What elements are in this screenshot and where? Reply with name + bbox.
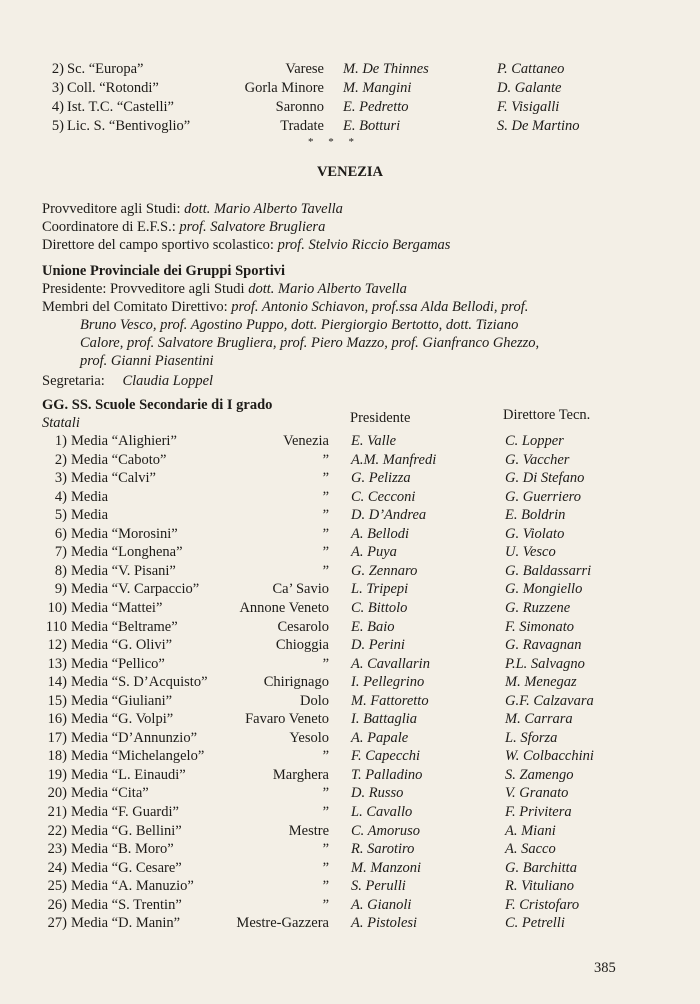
table-row: [0, 60, 700, 78]
president-name: C. Amoruso: [351, 822, 421, 839]
director-name: A. Miani: [505, 822, 556, 839]
school-name: Media: [71, 507, 109, 524]
president-name: S. Perulli: [351, 878, 406, 895]
table-row: [0, 655, 700, 673]
row-number: 3): [54, 470, 67, 487]
city-name: ”: [322, 841, 329, 858]
table-row: [0, 692, 700, 710]
city-name: ”: [322, 451, 329, 468]
union-heading: Unione Provinciale dei Gruppi Sportivi: [42, 263, 286, 279]
table-row: [0, 469, 700, 487]
president-name: R. Sarotiro: [351, 841, 415, 858]
secretary-name: Claudia Loppel: [122, 373, 214, 389]
column-header-president: Presidente: [350, 410, 411, 426]
table-row: [0, 803, 700, 821]
director-name: G. Mongiello: [505, 581, 583, 598]
president-name: A. Puya: [351, 544, 397, 561]
director-name: G. Baldassarri: [505, 562, 592, 579]
president-name: D. Perini: [351, 637, 405, 654]
groups-subheading: Statali: [42, 415, 80, 431]
row-number: 21): [47, 804, 67, 820]
city-name: Mestre-Gazzera: [236, 915, 329, 932]
official-provveditore: [42, 200, 343, 218]
union-president-name: dott. Mario Alberto Tavella: [248, 281, 407, 297]
row-number: 22): [47, 822, 67, 839]
city-name: ”: [322, 878, 329, 895]
director-name: M. Menegaz: [505, 674, 577, 691]
row-number: 5): [54, 507, 67, 524]
city-name: Venezia: [283, 433, 329, 449]
row-number: 110: [45, 618, 67, 635]
union-secretary: [42, 372, 213, 390]
city-name: Cesarolo: [277, 618, 329, 635]
president-name: I. Battaglia: [351, 711, 418, 728]
city-name: ”: [322, 785, 329, 802]
director-name: L. Sforza: [505, 729, 558, 746]
city-name: ”: [322, 525, 329, 542]
school-name: Media “G. Cesare”: [71, 859, 182, 876]
president-name: G. Zennaro: [351, 562, 418, 579]
union-members-label: Membri del Comitato Direttivo:: [42, 299, 228, 315]
director-name: A. Sacco: [505, 841, 556, 858]
official-label: Direttore del campo sportivo scolastico:: [42, 237, 274, 253]
director-name: R. Vituliano: [505, 878, 575, 895]
director-name: F. Visigalli: [497, 99, 560, 115]
director-name: D. Galante: [497, 80, 562, 96]
page-number: 385: [594, 960, 616, 976]
table-row: [0, 451, 700, 469]
city-name: Annone Veneto: [239, 599, 329, 616]
city-name: Gorla Minore: [244, 80, 324, 96]
president-name: T. Palladino: [351, 766, 423, 783]
director-name: P.L. Salvagno: [505, 655, 585, 672]
table-row: [0, 580, 700, 598]
school-name: Media “Calvi”: [71, 470, 156, 487]
director-name: C. Petrelli: [505, 915, 565, 932]
school-name: Lic. S. “Bentivoglio”: [67, 118, 191, 134]
director-name: G. Di Stefano: [505, 470, 585, 487]
table-row: [0, 859, 700, 877]
director-name: C. Lopper: [505, 433, 564, 449]
president-name: A. Papale: [351, 729, 409, 746]
president-name: L. Tripepi: [351, 581, 409, 598]
city-name: ”: [322, 488, 329, 505]
section-title: VENEZIA: [316, 164, 384, 180]
official-name: prof. Salvatore Brugliera: [179, 219, 326, 235]
table-row: [0, 914, 700, 932]
president-name: A.M. Manfredi: [351, 451, 437, 468]
president-name: C. Bittolo: [351, 599, 408, 616]
row-number: 15): [47, 692, 67, 709]
row-number: 17): [47, 729, 67, 746]
director-name: G. Violato: [505, 525, 565, 542]
city-name: ”: [322, 748, 329, 765]
director-name: G. Vaccher: [505, 451, 570, 468]
president-name: D. D’Andrea: [351, 507, 427, 524]
official-direttore: [42, 236, 450, 254]
city-name: ”: [322, 507, 329, 524]
official-label: Provveditore agli Studi:: [42, 201, 181, 217]
president-name: M. Fattoretto: [351, 692, 429, 709]
school-name: Sc. “Europa”: [67, 61, 144, 77]
row-number: 3): [51, 80, 64, 96]
school-name: Media “G. Olivi”: [71, 637, 173, 654]
row-number: 8): [54, 562, 67, 579]
president-name: M. De Thinnes: [343, 61, 429, 77]
director-name: G. Ruzzene: [505, 599, 571, 616]
row-number: 7): [54, 544, 67, 561]
school-name: Ist. T.C. “Castelli”: [67, 99, 174, 115]
city-name: ”: [322, 896, 329, 913]
union-president-label: Presidente: Provveditore agli Studi: [42, 281, 245, 297]
school-name: Media “B. Moro”: [71, 841, 174, 858]
school-name: Media “Cita”: [71, 785, 149, 802]
director-name: U. Vesco: [505, 544, 556, 561]
city-name: Tradate: [280, 118, 324, 134]
table-row: [0, 618, 700, 636]
president-name: E. Baio: [351, 618, 395, 635]
president-name: D. Russo: [351, 785, 404, 802]
union-president: [42, 280, 407, 298]
table-row: [0, 562, 700, 580]
union-members-line: prof. Antonio Schiavon, prof.ssa Alda Bellodi, prof.: [231, 299, 529, 315]
president-name: I. Pellegrino: [351, 674, 425, 691]
table-row: [0, 729, 700, 747]
table-row: [0, 877, 700, 895]
director-name: G.F. Calzavara: [505, 692, 594, 709]
row-number: 10): [47, 599, 67, 616]
president-name: M. Mangini: [343, 80, 412, 96]
school-name: Media “S. Trentin”: [71, 896, 182, 913]
city-name: ”: [322, 859, 329, 876]
table-row: [0, 822, 700, 840]
school-name: Media “Caboto”: [71, 451, 167, 468]
table-row: [0, 506, 700, 524]
president-name: M. Manzoni: [351, 859, 422, 876]
school-name: Media “Mattei”: [71, 599, 163, 616]
school-name: Media “S. D’Acquisto”: [71, 674, 208, 691]
president-name: F. Capecchi: [351, 748, 420, 765]
city-name: Chirignago: [263, 674, 329, 691]
table-row: [0, 896, 700, 914]
row-number: 24): [47, 859, 67, 876]
school-name: Media “A. Manuzio”: [71, 878, 194, 895]
union-members-line: prof. Gianni Piasentini: [80, 353, 214, 369]
director-name: W. Colbacchini: [505, 748, 594, 765]
table-row: [0, 599, 700, 617]
row-number: 4): [54, 488, 67, 505]
official-label: Coordinatore di E.F.S.:: [42, 219, 176, 235]
city-name: Marghera: [272, 766, 329, 783]
secretary-label: Segretaria:: [42, 373, 105, 389]
row-number: 4): [51, 99, 64, 115]
official-coordinatore: [42, 218, 325, 236]
table-row: [0, 117, 700, 135]
director-name: G. Ravagnan: [505, 637, 582, 654]
row-number: 1): [54, 433, 67, 449]
table-row: [0, 98, 700, 116]
row-number: 27): [47, 915, 67, 932]
director-name: S. Zamengo: [505, 766, 574, 783]
school-name: Coll. “Rotondi”: [67, 80, 159, 96]
president-name: A. Bellodi: [351, 525, 409, 542]
city-name: Saronno: [275, 99, 324, 115]
table-row: [0, 525, 700, 543]
union-members-line: Calore, prof. Salvatore Brugliera, prof. Piero Mazzo, prof. Gianfranco Ghezzo,: [80, 335, 540, 351]
school-name: Media “G. Volpi”: [71, 711, 174, 728]
row-number: 6): [54, 525, 67, 542]
table-row: [0, 673, 700, 691]
city-name: ”: [322, 544, 329, 561]
row-number: 5): [51, 118, 64, 134]
director-name: P. Cattaneo: [497, 61, 565, 77]
school-name: Media “F. Guardi”: [71, 804, 179, 820]
school-name: Media “V. Pisani”: [71, 562, 176, 579]
table-row: [0, 710, 700, 728]
president-name: E. Valle: [351, 433, 397, 449]
director-name: F. Simonato: [505, 618, 575, 635]
city-name: ”: [322, 470, 329, 487]
row-number: 25): [47, 878, 67, 895]
school-name: Media “G. Bellini”: [71, 822, 182, 839]
table-row: [0, 747, 700, 765]
city-name: Favaro Veneto: [245, 711, 329, 728]
president-name: E. Botturi: [343, 118, 401, 134]
row-number: 2): [54, 451, 67, 468]
row-number: 2): [51, 61, 64, 77]
president-name: A. Pistolesi: [351, 915, 418, 932]
school-name: Media “Longhena”: [71, 544, 183, 561]
column-header-director: Direttore Tecn.: [503, 407, 591, 423]
table-row: [0, 432, 700, 450]
president-name: G. Pelizza: [351, 470, 411, 487]
table-row: [0, 79, 700, 97]
table-row: [0, 784, 700, 802]
row-number: 23): [47, 841, 67, 858]
city-name: Ca’ Savio: [272, 581, 329, 598]
table-row: [0, 636, 700, 654]
school-name: Media “Giuliani”: [71, 692, 173, 709]
director-name: M. Carrara: [505, 711, 573, 728]
director-name: V. Granato: [505, 785, 569, 802]
city-name: ”: [322, 562, 329, 579]
city-name: Chioggia: [275, 637, 329, 654]
director-name: E. Boldrin: [505, 507, 566, 524]
city-name: Yesolo: [289, 729, 329, 746]
school-name: Media “Morosini”: [71, 525, 178, 542]
row-number: 26): [47, 896, 67, 913]
school-name: Media “Beltrame”: [71, 618, 178, 635]
school-name: Media “D. Manin”: [71, 915, 181, 932]
president-name: A. Cavallarin: [351, 655, 430, 672]
row-number: 20): [47, 785, 67, 802]
school-name: Media “Pellico”: [71, 655, 165, 672]
school-name: Media “L. Einaudi”: [71, 766, 186, 783]
table-row: [0, 543, 700, 561]
row-number: 19): [47, 766, 67, 783]
city-name: ”: [322, 804, 329, 820]
school-name: Media “Michelangelo”: [71, 748, 205, 765]
table-row: [0, 840, 700, 858]
row-number: 16): [47, 711, 67, 728]
president-name: A. Gianoli: [351, 896, 412, 913]
row-number: 14): [47, 674, 67, 691]
president-name: L. Cavallo: [351, 804, 413, 820]
official-name: dott. Mario Alberto Tavella: [184, 201, 343, 217]
director-name: G. Guerriero: [505, 488, 581, 505]
school-name: Media “Alighieri”: [71, 433, 177, 449]
director-name: S. De Martino: [497, 118, 580, 134]
president-name: C. Cecconi: [351, 488, 416, 505]
school-name: Media: [71, 488, 109, 505]
union-members: [42, 298, 528, 316]
director-name: F. Privitera: [505, 804, 572, 820]
city-name: ”: [322, 655, 329, 672]
city-name: Dolo: [300, 692, 329, 709]
separator: * * *: [308, 136, 360, 148]
school-name: Media “D’Annunzio”: [71, 729, 198, 746]
row-number: 12): [47, 637, 67, 654]
director-name: G. Barchitta: [505, 859, 577, 876]
row-number: 9): [54, 581, 67, 598]
official-name: prof. Stelvio Riccio Bergamas: [277, 237, 451, 253]
row-number: 18): [47, 748, 67, 765]
school-name: Media “V. Carpaccio”: [71, 581, 200, 598]
president-name: E. Pedretto: [343, 99, 409, 115]
groups-heading: GG. SS. Scuole Secondarie di I grado: [42, 397, 273, 413]
row-number: 13): [47, 655, 67, 672]
union-members-line: Bruno Vesco, prof. Agostino Puppo, dott. Piergiorgio Bertotto, dott. Tiziano: [80, 317, 519, 333]
city-name: Varese: [285, 61, 324, 77]
director-name: F. Cristofaro: [505, 896, 580, 913]
table-row: [0, 766, 700, 784]
city-name: Mestre: [288, 822, 329, 839]
table-row: [0, 488, 700, 506]
